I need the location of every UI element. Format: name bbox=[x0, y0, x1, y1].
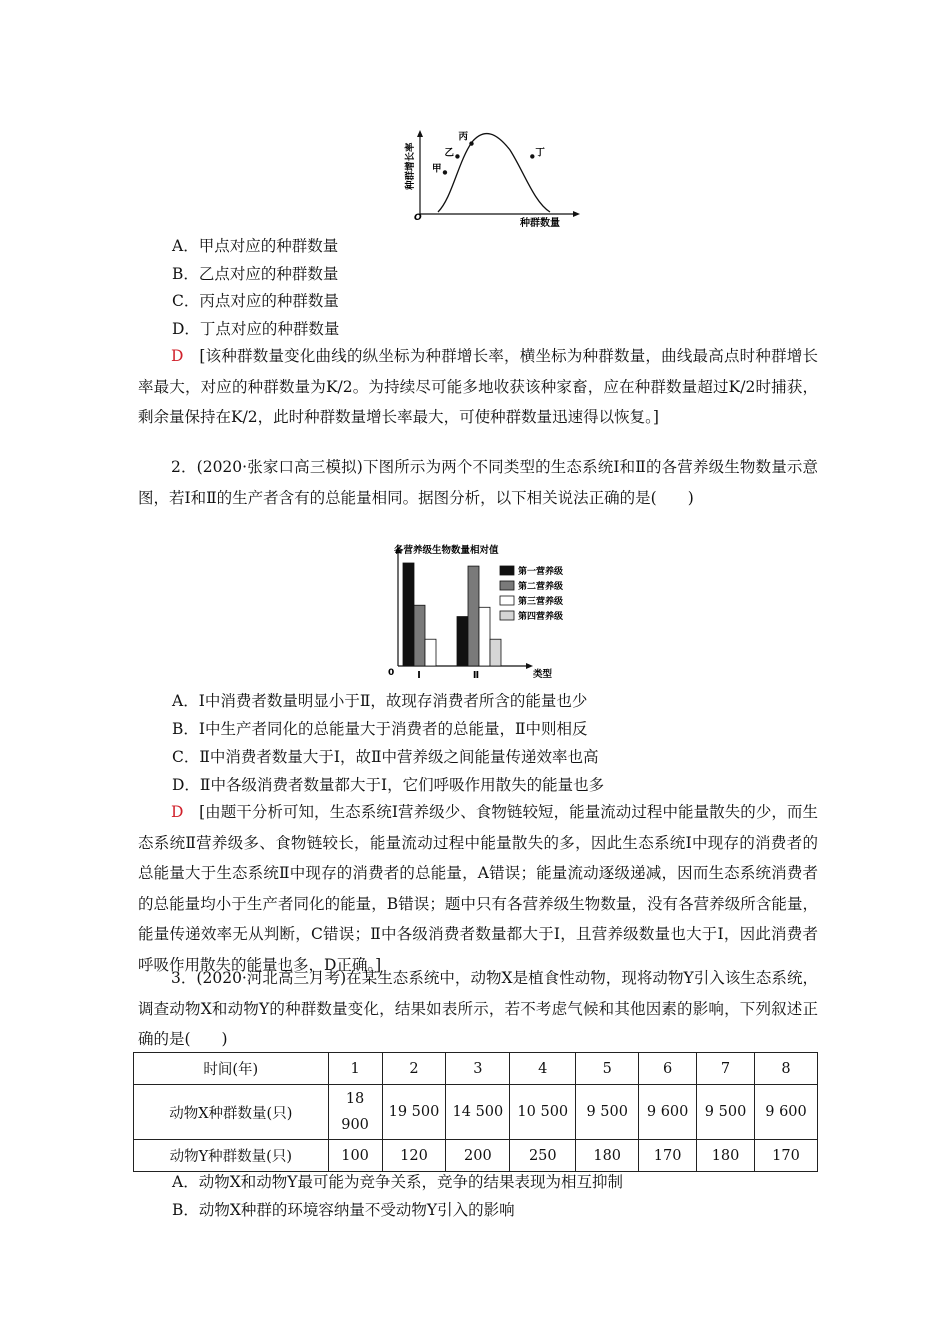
bar bbox=[490, 639, 501, 666]
chart-x-label: 类型 bbox=[533, 669, 553, 680]
table-cell: 170 bbox=[639, 1140, 697, 1172]
q1-option-a: A．甲点对应的种群数量 bbox=[172, 237, 339, 255]
legend-swatch bbox=[500, 611, 514, 620]
table-cell: 100 bbox=[328, 1140, 382, 1172]
q1-option-d: D．丁点对应的种群数量 bbox=[172, 320, 340, 338]
q1-explanation: [该种群数量变化曲线的纵坐标为种群增长率，横坐标为种群数量，曲线最高点时种群增长率最大，对应的种群数量为K/2。为持续尽可能多地收获该种家畜，应在种群数量超过K/2时捕获，剩余量保持在K/2，此时种群数量增长率最大，可使种群数量迅速得以恢复。] bbox=[138, 347, 818, 426]
table-header-cell: 3 bbox=[446, 1053, 510, 1085]
q1-answer-letter: D bbox=[171, 347, 184, 365]
chart-title: 各营养级生物数量相对值 bbox=[394, 545, 499, 556]
origin-label: O bbox=[414, 213, 422, 223]
q3-option-b: B．动物X种群的环境容纳量不受动物Y引入的影响 bbox=[172, 1201, 515, 1219]
q2-option-b: B．Ⅰ中生产者同化的总能量大于消费者的总能量，Ⅱ中则相反 bbox=[172, 720, 588, 738]
y-axis-label: 种群增长率 bbox=[405, 142, 416, 190]
table-cell-text: 18 900 bbox=[341, 1091, 369, 1133]
table-cell: 9 600 bbox=[639, 1085, 697, 1140]
chart-origin: 0 bbox=[388, 668, 395, 678]
q2-explanation-block bbox=[138, 797, 818, 980]
q1-option-b: B．乙点对应的种群数量 bbox=[172, 265, 339, 283]
table-cell bbox=[328, 1085, 382, 1140]
q2-stem-block bbox=[138, 452, 818, 513]
x-axis-arrow bbox=[573, 211, 580, 217]
trophic-bar-chart bbox=[380, 543, 590, 683]
curve-point-label: 甲 bbox=[431, 163, 442, 175]
table-cell: 9 500 bbox=[576, 1085, 639, 1140]
curve-point bbox=[455, 154, 459, 158]
legend-label: 第四营养级 bbox=[518, 612, 564, 622]
table-cell: 180 bbox=[697, 1140, 755, 1172]
legend-label: 第三营养级 bbox=[518, 597, 564, 607]
table-cell: 170 bbox=[755, 1140, 818, 1172]
bar bbox=[479, 607, 490, 666]
q3-option-a: A．动物X和动物Y最可能为竞争关系，竞争的结果表现为相互抑制 bbox=[172, 1173, 623, 1191]
table-header-cell: 6 bbox=[639, 1053, 697, 1085]
curve-point-label: 乙 bbox=[444, 147, 454, 159]
table-cell: 9 600 bbox=[755, 1085, 818, 1140]
table-row bbox=[134, 1085, 818, 1140]
growth-rate-figure bbox=[400, 128, 590, 232]
table-row bbox=[134, 1140, 818, 1172]
table-cell: 200 bbox=[446, 1140, 510, 1172]
table-header-cell: 2 bbox=[382, 1053, 446, 1085]
table-cell: 120 bbox=[382, 1140, 446, 1172]
bar bbox=[457, 617, 468, 666]
table-cell: 250 bbox=[510, 1140, 576, 1172]
table-header-cell: 5 bbox=[576, 1053, 639, 1085]
bar bbox=[403, 563, 414, 666]
table-cell: 动物X种群数量(只) bbox=[134, 1085, 329, 1140]
q3-stem: 3．(2020·河北高三月考)在某生态系统中，动物X是植食性动物，现将动物Y引入该生态系统，调查动物X和动物Y的种群数量变化，结果如表所示，若不考虑气候和其他因素的影响，下列叙述正确的是( ) bbox=[138, 969, 818, 1048]
curve-point bbox=[469, 141, 473, 145]
curve-point-label: 丁 bbox=[535, 147, 545, 159]
legend-label: 第二营养级 bbox=[518, 582, 564, 592]
curve-point-label: 丙 bbox=[458, 131, 468, 143]
table-cell: 14 500 bbox=[446, 1085, 510, 1140]
legend-label: 第一营养级 bbox=[518, 567, 564, 577]
q1-explanation-block bbox=[138, 341, 818, 433]
category-label: Ⅰ bbox=[417, 670, 421, 681]
legend-swatch bbox=[500, 596, 514, 605]
population-table bbox=[133, 1052, 818, 1172]
q3-stem-block bbox=[138, 963, 818, 1055]
table-cell: 9 500 bbox=[697, 1085, 755, 1140]
table-header-cell: 时间(年) bbox=[134, 1053, 329, 1085]
table-header-cell: 4 bbox=[510, 1053, 576, 1085]
category-label: Ⅱ bbox=[472, 670, 480, 681]
q2-option-d: D．Ⅱ中各级消费者数量都大于Ⅰ，它们呼吸作用散失的能量也多 bbox=[172, 776, 605, 794]
bar bbox=[414, 605, 425, 666]
chart-x-axis-arrow bbox=[526, 663, 533, 669]
legend-swatch bbox=[500, 566, 514, 575]
legend-swatch bbox=[500, 581, 514, 590]
q2-answer-letter: D bbox=[171, 803, 184, 821]
table-cell: 19 500 bbox=[382, 1085, 446, 1140]
curve-point bbox=[443, 170, 447, 174]
table-header-cell: 8 bbox=[755, 1053, 818, 1085]
bar bbox=[425, 639, 436, 666]
q2-option-a: A．Ⅰ中消费者数量明显小于Ⅱ，故现存消费者所含的能量也少 bbox=[172, 692, 588, 710]
table-header-cell: 7 bbox=[697, 1053, 755, 1085]
table-header-row bbox=[134, 1053, 818, 1085]
table-cell: 动物Y种群数量(只) bbox=[134, 1140, 329, 1172]
q1-option-c: C．丙点对应的种群数量 bbox=[172, 292, 339, 310]
curve-point bbox=[530, 154, 534, 158]
bar bbox=[468, 566, 479, 666]
q2-explanation: [由题干分析可知，生态系统Ⅰ营养级少、食物链较短，能量流动过程中能量散失的少，而生态系统Ⅱ营养级多、食物链较长，能量流动过程中能量散失的多，因此生态系统Ⅰ中现存的消费者的总能量大于生态系统Ⅱ中现存的消费者的总能量，A错误；能量流动逐级递减，因而生态系统消费者的总能量均小于生产者同化的能量，B错误；题中只有各营养级生物数量，没有各营养级所含能量，能量传递效率无从判断，C错误；Ⅱ中各级消费者数量都大于Ⅰ，且营养级数量也大于Ⅰ，因此消费者呼吸作用散失的能量也多，D正确。] bbox=[138, 803, 818, 974]
q2-option-c: C．Ⅱ中消费者数量大于Ⅰ，故Ⅱ中营养级之间能量传递效率也高 bbox=[172, 748, 599, 766]
y-axis-arrow bbox=[417, 130, 423, 137]
table-cell: 180 bbox=[576, 1140, 639, 1172]
growth-curve bbox=[438, 134, 550, 212]
q2-stem: 2．(2020·张家口高三模拟)下图所示为两个不同类型的生态系统Ⅰ和Ⅱ的各营养级生物数量示意图，若Ⅰ和Ⅱ的生产者含有的总能量相同。据图分析，以下相关说法正确的是( ) bbox=[138, 458, 818, 507]
table-cell: 10 500 bbox=[510, 1085, 576, 1140]
table-header-cell: 1 bbox=[328, 1053, 382, 1085]
x-axis-label: 种群数量 bbox=[520, 218, 560, 229]
